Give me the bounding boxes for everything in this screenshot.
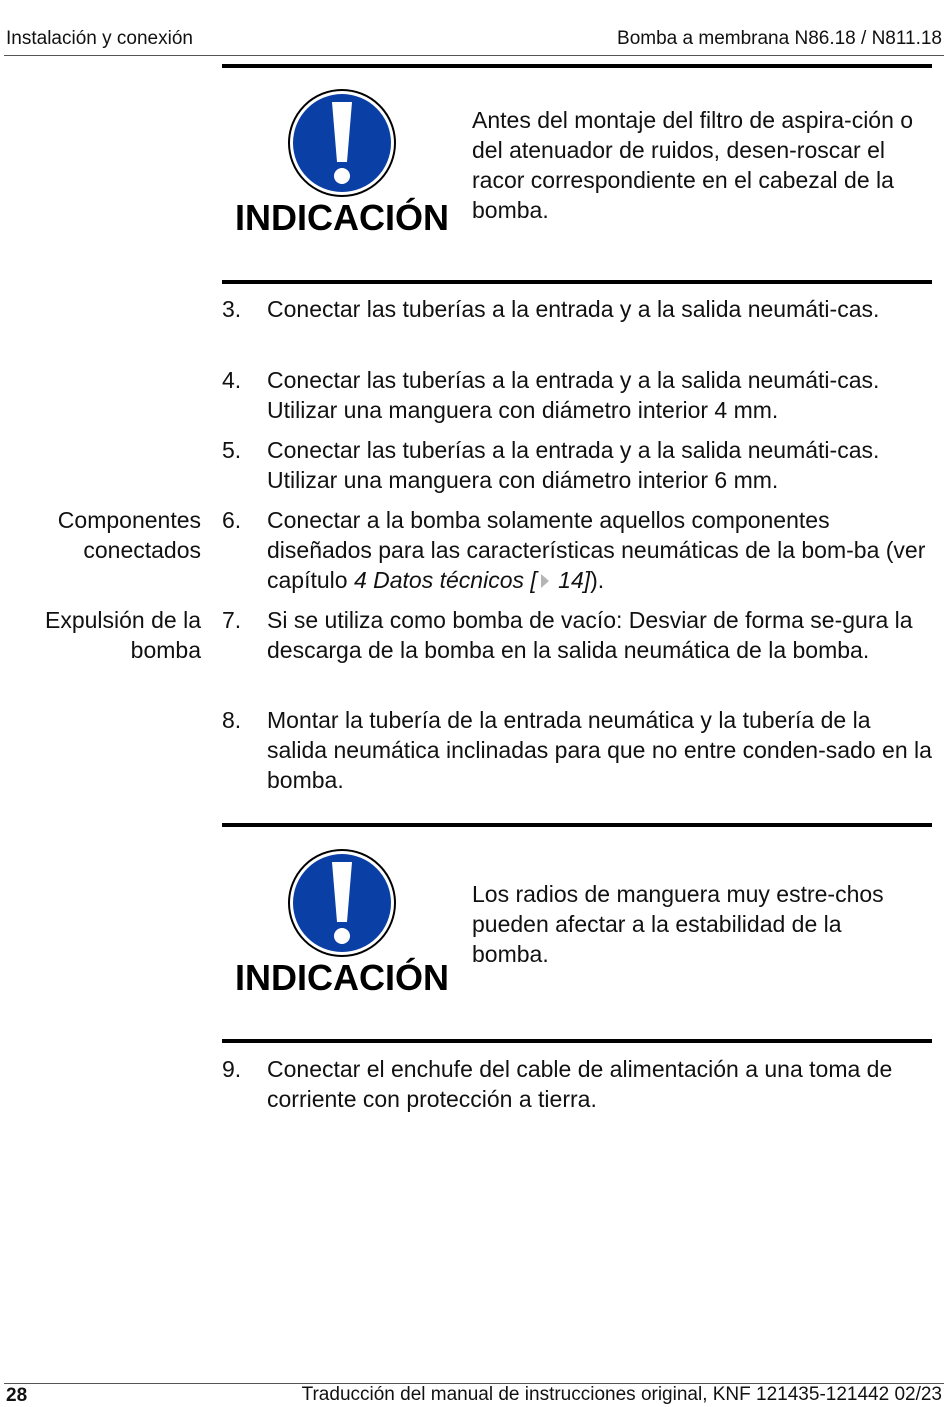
step-6-text-after: ).	[590, 567, 605, 593]
step-9	[222, 1054, 934, 1114]
step-text: Conectar las tuberías a la entrada y a la salida neumáti-cas.	[267, 296, 880, 322]
notice-2-bottom-rule	[222, 1039, 932, 1043]
step-number: 4.	[222, 367, 242, 393]
step-7	[222, 605, 934, 665]
step-number: 5.	[222, 437, 242, 463]
step-number: 6.	[222, 507, 242, 533]
exclamation-icon	[287, 88, 397, 198]
notice-1-label: INDICACIÓN	[235, 197, 449, 238]
step-4	[222, 365, 934, 425]
step-text: Si se utiliza como bomba de vacío: Desviar de forma se-gura la descarga de la bomba en la salida neumática de la bomba.	[267, 607, 913, 663]
step-5	[222, 435, 934, 495]
step-text: Conectar las tuberías a la entrada y a la salida neumáti-cas. Utilizar una manguera con diámetro interior 6 mm.	[267, 437, 880, 493]
step-6-text-before: Conectar a la bomba solamente aquellos componentes diseñados para las características neumáticas de la bom-ba (ver capítulo	[267, 507, 926, 593]
step-number: 9.	[222, 1056, 242, 1082]
step-text: Conectar el enchufe del cable de alimentación a una toma de corriente con protección a tierra.	[267, 1056, 893, 1112]
step-6	[222, 505, 934, 595]
side-label-componentes: Componentes conectados	[57, 507, 201, 563]
side-label-expulsion: Expulsión de la bomba	[45, 607, 201, 663]
notice-2-top-rule	[222, 823, 932, 827]
exclamation-icon	[287, 848, 397, 958]
header-product-title: Bomba a membrana N86.18 / N811.18	[617, 28, 942, 49]
page-number: 28	[6, 1385, 28, 1406]
step-3	[222, 294, 934, 324]
step-text: Montar la tubería de la entrada neumática y la tubería de la salida neumática inclinadas para que no entre conden-sado en la bomba.	[267, 707, 932, 793]
footer-document-info: Traducción del manual de instrucciones original, KNF 121435-121442 02/23	[301, 1384, 942, 1405]
step-text: Conectar las tuberías a la entrada y a la salida neumáti-cas. Utilizar una manguera con diámetro interior 4 mm.	[267, 367, 880, 423]
step-number: 3.	[222, 296, 242, 322]
notice-2-label: INDICACIÓN	[235, 957, 449, 998]
step-number: 7.	[222, 607, 242, 633]
notice-2-text: Los radios de manguera muy estre-chos pueden afectar a la estabilidad de la bomba.	[472, 881, 884, 967]
notice-1-text: Antes del montaje del filtro de aspira-ción o del atenuador de ruidos, desen-roscar el racor correspondiente en el cabezal de la bomba.	[472, 107, 914, 223]
step-8	[222, 705, 934, 795]
notice-1-bottom-rule	[222, 280, 932, 284]
reference-arrow-icon	[541, 574, 549, 588]
notice-1-top-rule	[222, 64, 932, 68]
chapter-reference-link[interactable]: 4 Datos técnicos [ 14]	[353, 567, 591, 593]
step-text	[267, 505, 934, 595]
header-section-title: Instalación y conexión	[6, 28, 193, 49]
header-divider	[4, 55, 944, 56]
step-number: 8.	[222, 707, 242, 733]
